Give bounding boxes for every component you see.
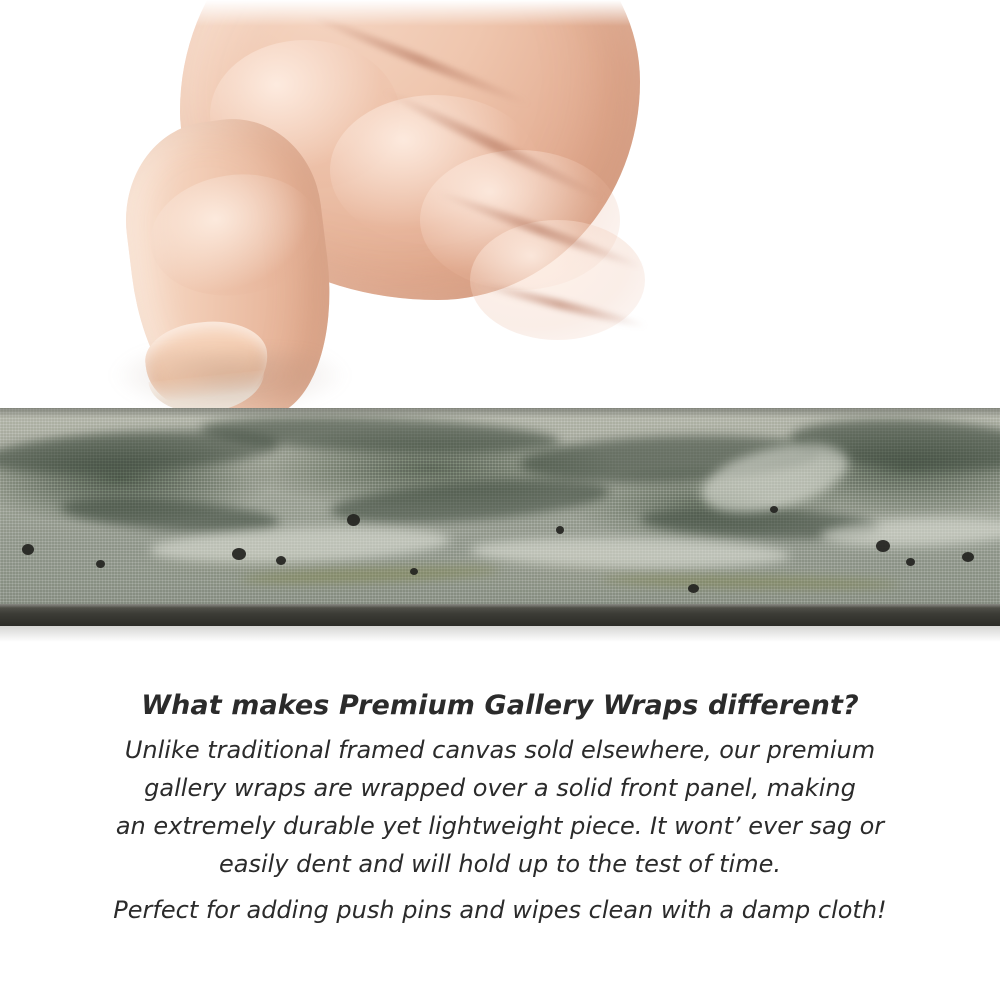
paint-fleck bbox=[96, 560, 105, 568]
paint-fleck bbox=[22, 544, 34, 555]
caption-body bbox=[0, 731, 1000, 929]
finger-contact-shadow bbox=[110, 350, 350, 410]
paint-fleck bbox=[276, 556, 286, 565]
paint-fleck bbox=[688, 584, 699, 593]
paint-fleck bbox=[410, 568, 418, 575]
panel-drop-shadow bbox=[0, 626, 1000, 642]
caption-block bbox=[0, 690, 1000, 929]
caption-heading: What makes Premium Gallery Wraps different? bbox=[141, 690, 859, 721]
caption-line: Unlike traditional framed canvas sold elsewhere, our premium bbox=[124, 736, 876, 764]
paint-fleck bbox=[556, 526, 564, 534]
caption-final-line: Perfect for adding push pins and wipes clean with a damp cloth! bbox=[113, 896, 887, 924]
canvas-top-shadow bbox=[0, 408, 1000, 418]
panel-edge-highlight bbox=[0, 604, 1000, 608]
top-edge-fade bbox=[0, 0, 1000, 26]
caption-line: gallery wraps are wrapped over a solid front panel, making bbox=[144, 774, 856, 802]
paint-fleck bbox=[770, 506, 778, 513]
paint-fleck bbox=[347, 514, 360, 526]
canvas-edge-icon bbox=[0, 408, 1000, 620]
paint-fleck bbox=[232, 548, 246, 560]
paint-fleck bbox=[876, 540, 890, 552]
caption-line: an extremely durable yet lightweight piece. It wont’ ever sag or bbox=[115, 812, 885, 840]
hand-photo-region bbox=[0, 0, 1000, 410]
paint-fleck bbox=[906, 558, 915, 566]
caption-line: easily dent and will hold up to the test of time. bbox=[218, 850, 781, 878]
paint-fleck bbox=[962, 552, 974, 562]
